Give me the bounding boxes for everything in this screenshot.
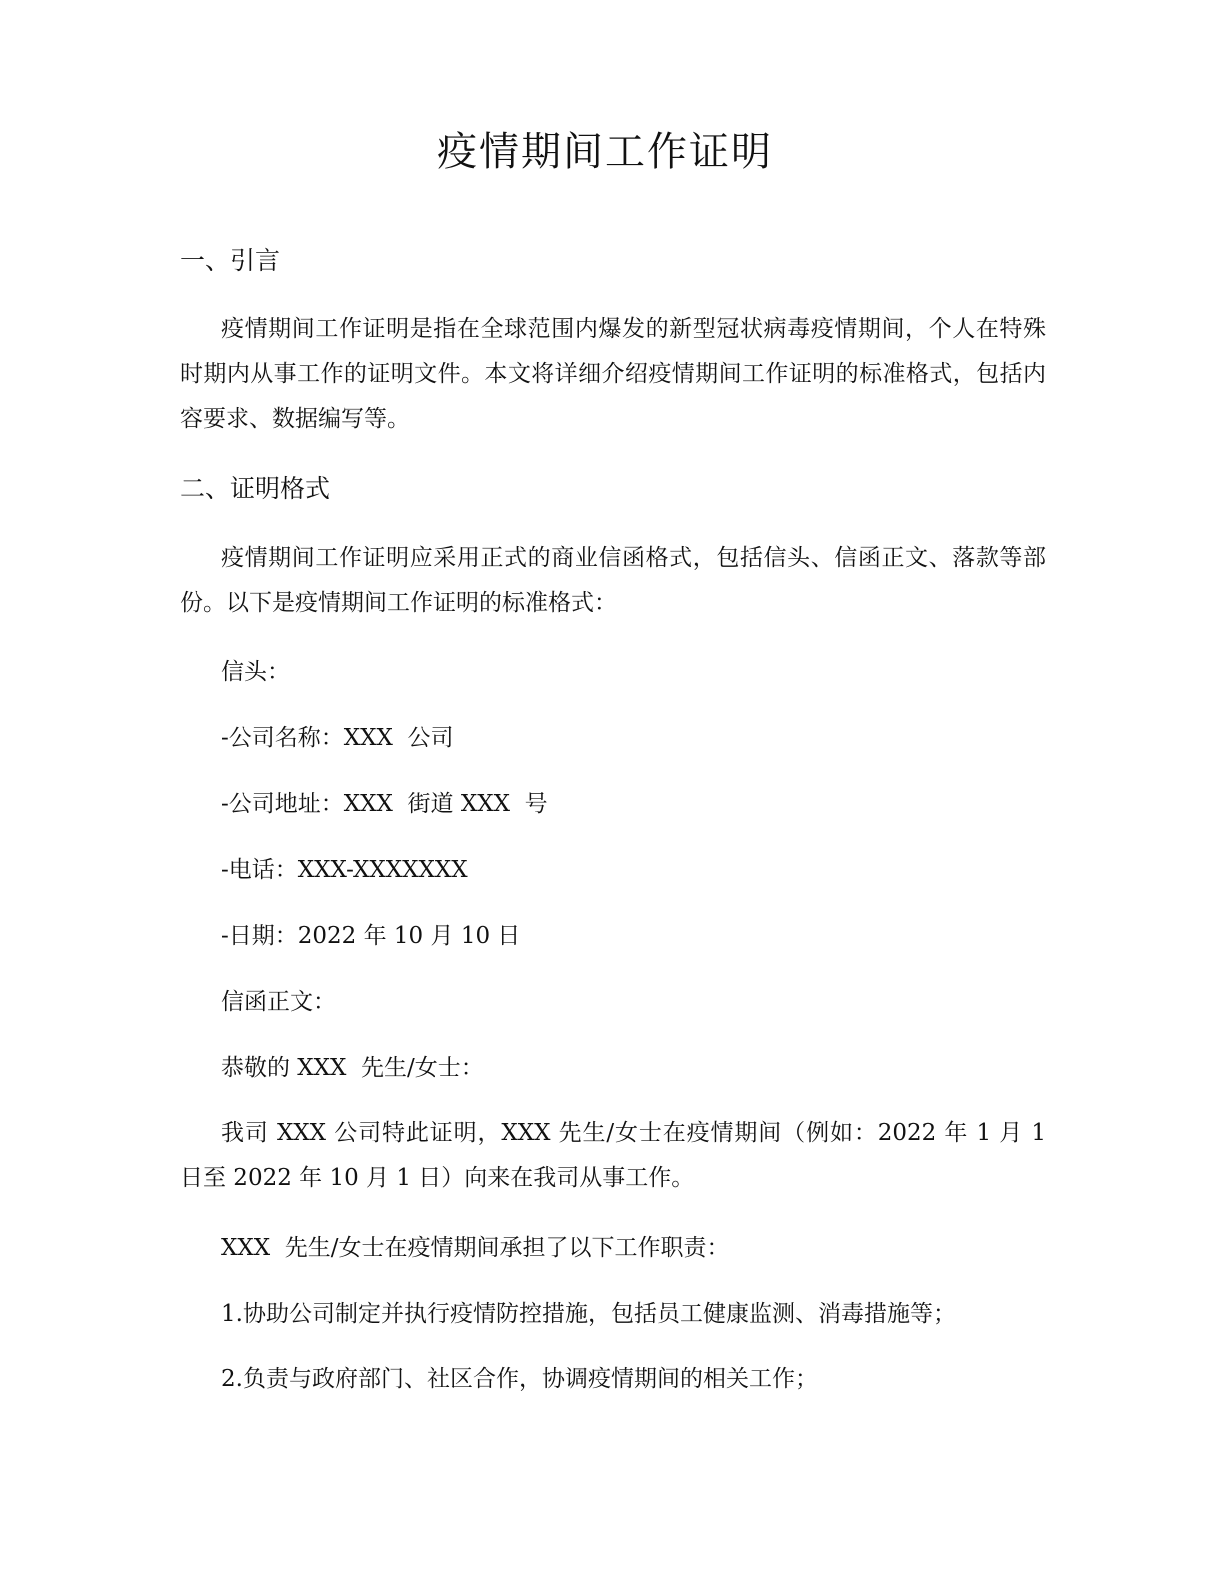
document-title: 疫情期间工作证明 bbox=[437, 129, 773, 175]
section-heading-introduction: 一、引言 bbox=[180, 246, 281, 275]
letterhead-label: 信头： bbox=[221, 659, 290, 685]
company-name-line: -公司名称：XXX 公司 bbox=[221, 725, 454, 751]
certification-paragraph: 我司 XXX 公司特此证明，XXX 先生/女士在疫情期间（例如：2022 年 1 月 1 日至 2022 年 10 月 1 日）向来在我司从事工作。 bbox=[180, 1120, 1046, 1191]
duty-item-1: 1.协助公司制定并执行疫情防控措施，包括员工健康监测、消毒措施等； bbox=[221, 1301, 956, 1327]
phone-line: -电话：XXX-XXXXXXX bbox=[221, 857, 468, 883]
format-paragraph: 疫情期间工作证明应采用正式的商业信函格式，包括信头、信函正文、落款等部份。以下是疫情期间工作证明的标准格式： bbox=[180, 545, 1046, 616]
section-heading-format: 二、证明格式 bbox=[180, 474, 331, 503]
letter-body-label: 信函正文： bbox=[221, 989, 336, 1015]
duties-intro-line: XXX 先生/女士在疫情期间承担了以下工作职责： bbox=[221, 1235, 730, 1261]
date-line: -日期：2022 年 10 月 10 日 bbox=[221, 923, 521, 949]
company-address-line: -公司地址：XXX 街道 XXX 号 bbox=[221, 791, 548, 817]
salutation-line: 恭敬的 XXX 先生/女士： bbox=[221, 1055, 484, 1081]
duty-item-2: 2.负责与政府部门、社区合作，协调疫情期间的相关工作； bbox=[221, 1366, 818, 1392]
introduction-paragraph: 疫情期间工作证明是指在全球范围内爆发的新型冠状病毒疫情期间，个人在特殊时期内从事工作的证明文件。本文将详细介绍疫情期间工作证明的标准格式，包括内容要求、数据编写等。 bbox=[180, 316, 1046, 432]
